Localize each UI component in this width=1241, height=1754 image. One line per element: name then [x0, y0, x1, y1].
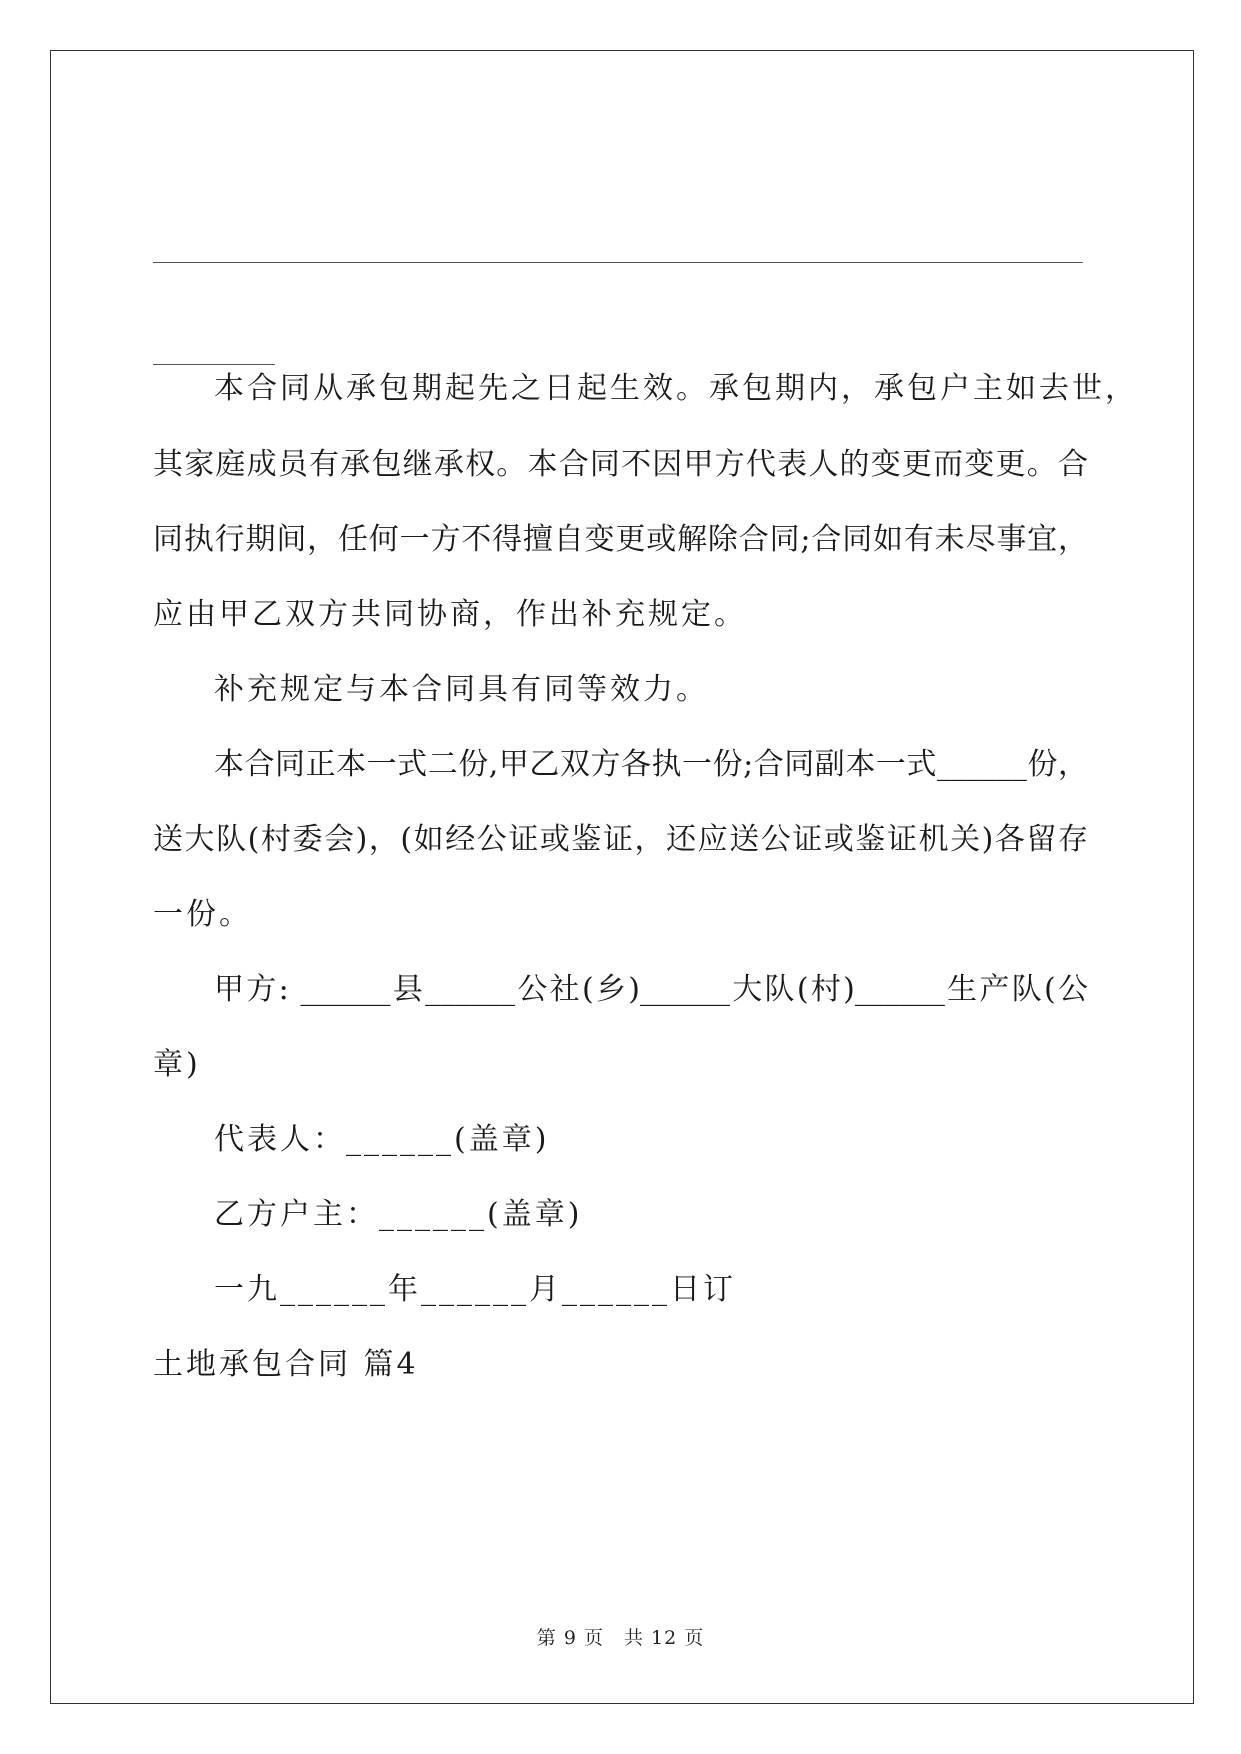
date-line: 一九______年______月______日订	[214, 1272, 736, 1307]
page-number: 第 9 页 共 12 页	[536, 1627, 705, 1649]
body-line: 章)	[153, 1047, 201, 1082]
blank-fill-line-short	[153, 364, 275, 365]
representative-line: 代表人：______(盖章)	[214, 1122, 550, 1157]
body-line: 送大队(村委会)，(如经公证或鉴证，还应送公证或鉴证机关)各留存	[153, 822, 1088, 857]
section-heading: 土地承包合同 篇4	[153, 1347, 419, 1382]
body-line: 本合同从承包期起先之日起生效。承包期内，承包户主如去世，	[214, 371, 1138, 406]
body-line: 本合同正本一式二份,甲乙双方各执一份;合同副本一式______份，	[214, 747, 1088, 782]
body-line: 一份。	[153, 897, 252, 932]
body-line: 其家庭成员有承包继承权。本合同不因甲方代表人的变更而变更。合	[153, 447, 1088, 482]
party-b-line: 乙方户主：______(盖章)	[214, 1197, 583, 1232]
body-line: 应由甲乙双方共同协商，作出补充规定。	[153, 597, 747, 632]
signature-party-a-line: 甲方: ______县______公社(乡)______大队(村)______生产队(公	[214, 972, 1088, 1007]
body-line: 补充规定与本合同具有同等效力。	[214, 672, 709, 707]
blank-fill-line	[153, 262, 1083, 263]
body-line: 同执行期间，任何一方不得擅自变更或解除合同;合同如有未尽事宜，	[153, 522, 1088, 557]
page-border	[50, 50, 1194, 1704]
